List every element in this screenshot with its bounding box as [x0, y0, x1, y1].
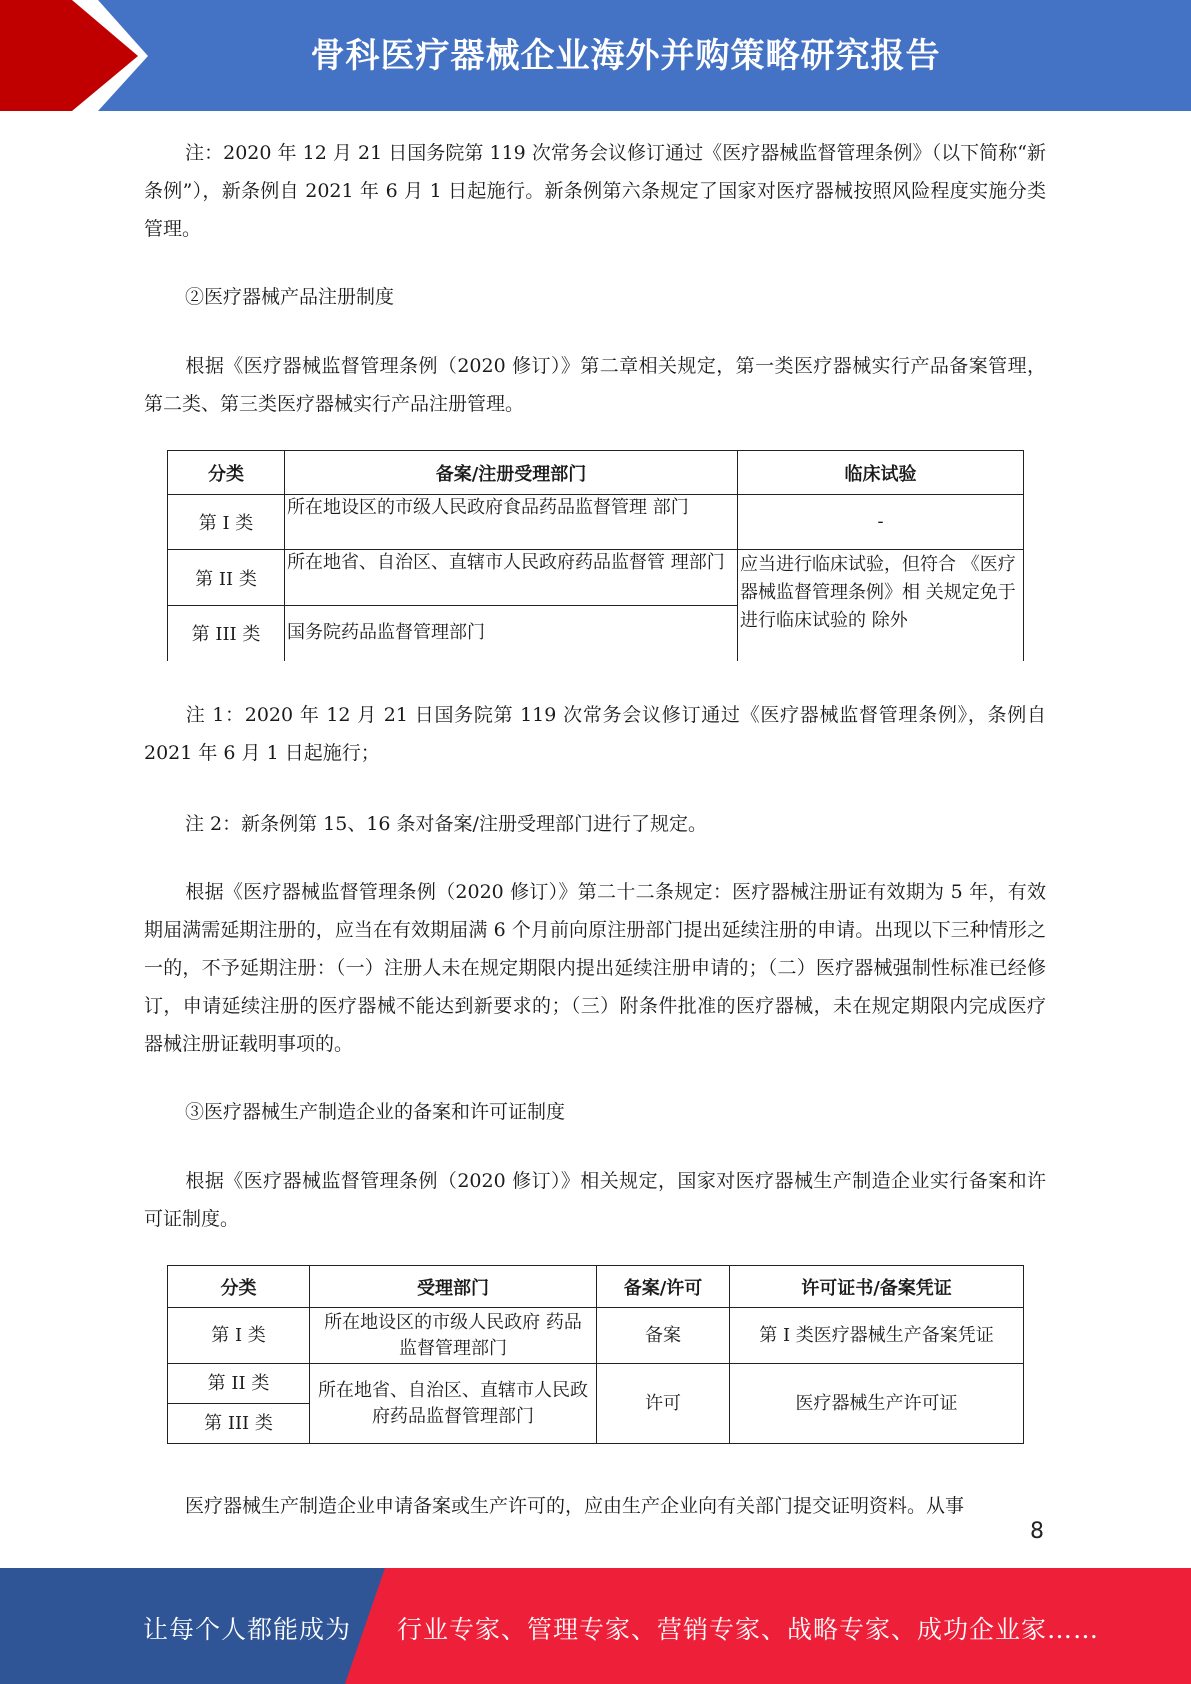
- table-header-cell: 许可证书/备案凭证: [730, 1266, 1024, 1308]
- table-header-cell: 备案/注册受理部门: [285, 451, 738, 495]
- type-cell: 备案: [597, 1308, 730, 1364]
- department-cell: 所在地设区的市级人民政府 药品监督管理部门: [310, 1308, 597, 1364]
- department-cell: 所在地设区的市级人民政府食品药品监督管理 部门: [285, 495, 738, 550]
- category-cell: 第 III 类: [168, 1404, 310, 1444]
- table-header-cell: 受理部门: [310, 1266, 597, 1308]
- table-header-cell: 分类: [168, 451, 285, 495]
- department-cell: 所在地省、自治区、直辖市人民政府药品监督管 理部门: [285, 550, 738, 606]
- clinical-cell: -: [738, 495, 1024, 550]
- section-heading-manufacturing: ③医疗器械生产制造企业的备案和许可证制度: [185, 1101, 566, 1123]
- registration-department-table: [167, 450, 1024, 661]
- header-banner: [0, 0, 1191, 111]
- closing-paragraph: 医疗器械生产制造企业申请备案或生产许可的，应由生产企业向有关部门提交证明资料。从事: [185, 1495, 965, 1517]
- category-cell: 第 III 类: [168, 606, 285, 661]
- table-header-cell: 临床试验: [738, 451, 1024, 495]
- manufacturing-paragraph: 根据《医疗器械监督管理条例（2020 修订）》相关规定，国家对医疗器械生产制造企业实行备案和许可证制度。: [144, 1170, 1046, 1230]
- renewal-paragraph: 根据《医疗器械监督管理条例（2020 修订）》第二十二条规定：医疗器械注册证有效期为 5 年，有效期届满需延期注册的，应当在有效期届满 6 个月前向原注册部门提出延续注册的申请。出现以下三种情形之一的，不予延期注册：（一）注册人未在规定期限内提出延续注册申请的；（二）医疗器械强制性标准已经修订，申请延续注册的医疗器械不能达到新要求的；（三）附条件批准的医疗器械，未在规定期限内完成医疗器械注册证载明事项的。: [144, 881, 1046, 1055]
- page-number: 8: [1030, 1519, 1044, 1544]
- table-header-cell: 备案/许可: [597, 1266, 730, 1308]
- certificate-cell: 医疗器械生产许可证: [730, 1364, 1024, 1444]
- footer-slogan-left: 让每个人都能成为: [143, 1615, 352, 1644]
- department-cell: 国务院药品监督管理部门: [285, 606, 738, 661]
- clinical-cell: 应当进行临床试验，但符合 《医疗器械监督管理条例》相 关规定免于进行临床试验的 除外: [738, 550, 1024, 661]
- footer-banner: [0, 1568, 1191, 1684]
- category-cell: 第 II 类: [168, 1364, 310, 1404]
- registration-paragraph: 根据《医疗器械监督管理条例（2020 修订）》第二章相关规定，第一类医疗器械实行产品备案管理，第二类、第三类医疗器械实行产品注册管理。: [144, 355, 1046, 415]
- report-title: 骨科医疗器械企业海外并购策略研究报告: [310, 36, 941, 76]
- type-cell: 许可: [597, 1364, 730, 1444]
- manufacturing-license-table: [167, 1265, 1024, 1444]
- category-cell: 第 I 类: [168, 1308, 310, 1364]
- category-cell: 第 I 类: [168, 495, 285, 550]
- table-row: [168, 550, 1024, 606]
- note-2-paragraph: 注 2：新条例第 15、16 条对备案/注册受理部门进行了规定。: [185, 813, 707, 835]
- note-paragraph-1: 注：2020 年 12 月 21 日国务院第 119 次常务会议修订通过《医疗器械监督管理条例》（以下简称“新条例”），新条例自 2021 年 6 月 1 日起施行。新条例第六条规定了国家对医疗器械按照风险程度实施分类管理。: [144, 142, 1046, 240]
- department-cell: 所在地省、自治区、直辖市人民政府药品监督管理部门: [310, 1364, 597, 1444]
- note-1-paragraph: 注 1：2020 年 12 月 21 日国务院第 119 次常务会议修订通过《医疗器械监督管理条例》，条例自 2021 年 6 月 1 日起施行；: [144, 704, 1046, 764]
- table-row: [168, 1364, 1024, 1404]
- section-heading-registration: ②医疗器械产品注册制度: [185, 286, 395, 308]
- table-row: [168, 1308, 1024, 1364]
- table-header-row: [168, 1266, 1024, 1308]
- table-header-cell: 分类: [168, 1266, 310, 1308]
- category-cell: 第 II 类: [168, 550, 285, 606]
- footer-slogan-right: 行业专家、管理专家、营销专家、战略专家、成功企业家……: [397, 1615, 1100, 1644]
- certificate-cell: 第 I 类医疗器械生产备案凭证: [730, 1308, 1024, 1364]
- table-row: [168, 495, 1024, 550]
- table-header-row: [168, 451, 1024, 495]
